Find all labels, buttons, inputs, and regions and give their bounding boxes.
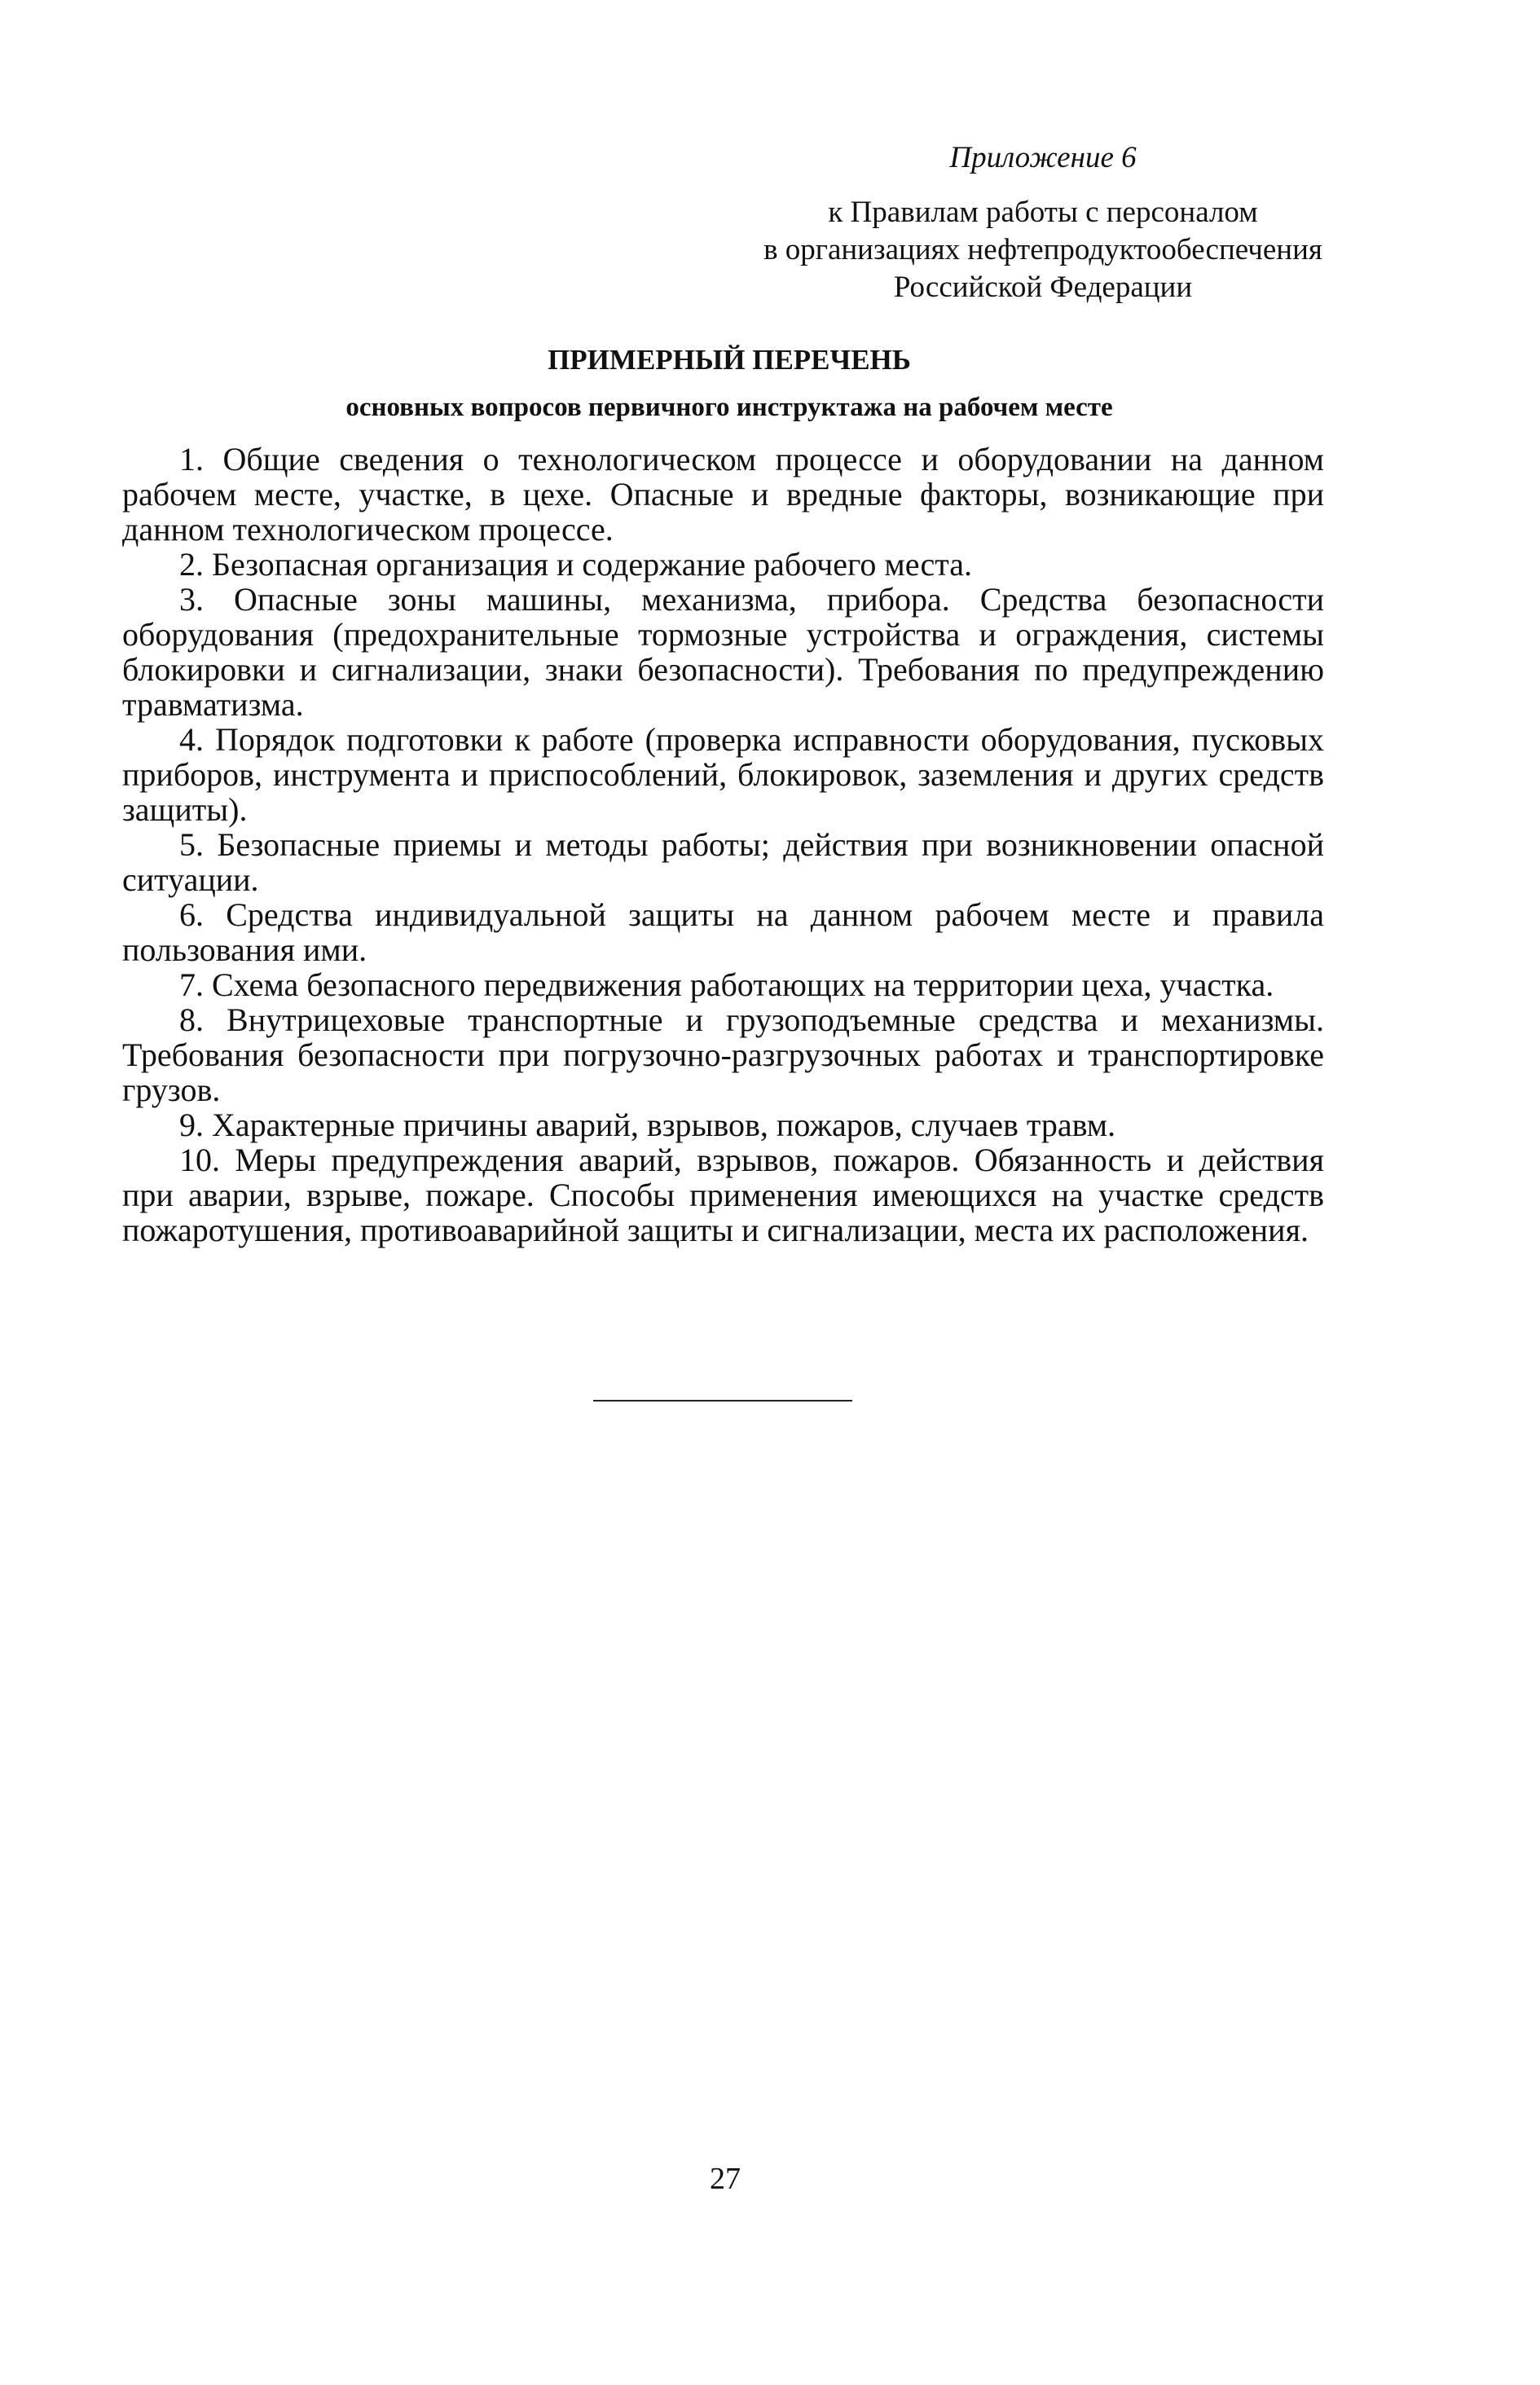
list-item-1: 1. Общие сведения о технологическом процессе и оборудовании на данном рабочем месте, участке, в цехе. Опасные и вредные факторы, возникающие при данном технологическом процессе.: [122, 441, 1324, 548]
list-item-6: 6. Средства индивидуальной защиты на данном рабочем месте и правила пользования ими.: [122, 896, 1324, 968]
end-divider: [593, 1400, 852, 1402]
document-subtitle: основных вопросов первичного инструктажа на рабочем месте: [345, 393, 1113, 422]
appendix-reference-line-2: в организациях нефтепродуктообеспечения: [763, 233, 1322, 266]
list-item-3: 3. Опасные зоны машины, механизма, прибора. Средства безопасности оборудования (предохранительные тормозные устройства и ограждения, системы блокировки и сигнализации, знаки безопасности). Требования по предупреждению травматизма.: [122, 581, 1324, 723]
list-item-4: 4. Порядок подготовки к работе (проверка исправности оборудования, пусковых приборов, инструмента и приспособлений, блокировок, заземления и других средств защиты).: [122, 721, 1324, 828]
list-item-7: 7. Схема безопасного передвижения работающих на территории цеха, участка.: [179, 966, 1274, 1003]
page-number: 27: [710, 2162, 741, 2196]
appendix-label: Приложение 6: [949, 141, 1137, 174]
list-item-10: 10. Меры предупреждения аварий, взрывов, пожаров. Обязанность и действия при аварии, взрыве, пожаре. Способы применения имеющихся на участке средств пожаротушения, противоаварийной защиты и сигнализации, места их расположения.: [122, 1142, 1324, 1248]
list-item-9: 9. Характерные причины аварий, взрывов, пожаров, случаев травм.: [179, 1107, 1116, 1143]
instruction-topics-list: [122, 442, 1324, 1248]
appendix-reference-line-1: к Правилам работы с персоналом: [828, 196, 1258, 229]
list-item-5: 5. Безопасные приемы и методы работы; действия при возникновении опасной ситуации.: [122, 826, 1324, 898]
list-item-2: 2. Безопасная организация и содержание рабочего места.: [179, 546, 972, 583]
appendix-block: [676, 140, 1410, 306]
list-item-8: 8. Внутрицеховые транспортные и грузоподъемные средства и механизмы. Требования безопасности при погрузочно-разгрузочных работах и транспортировке грузов.: [122, 1001, 1324, 1108]
appendix-reference-line-3: Российской Федерации: [893, 271, 1193, 304]
document-title: ПРИМЕРНЫЙ ПЕРЕЧЕНЬ: [548, 344, 911, 376]
